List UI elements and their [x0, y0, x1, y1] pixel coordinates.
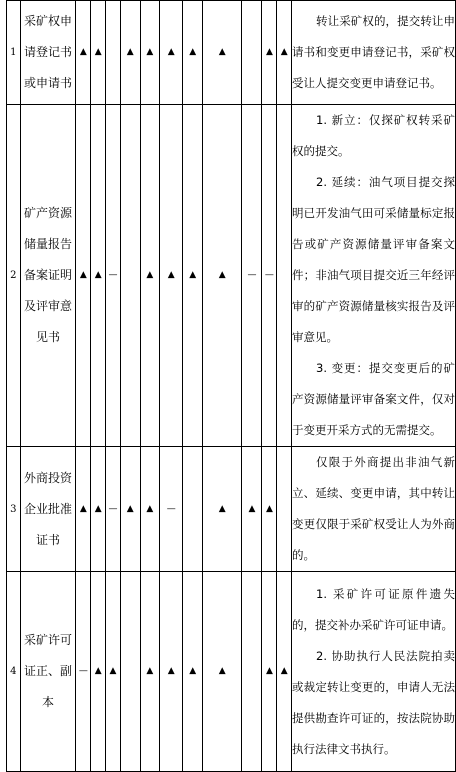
- requirement-mark: ▲: [202, 1, 242, 105]
- document-name-line: 证书: [36, 532, 61, 547]
- requirement-mark: ▲: [76, 447, 91, 572]
- note-paragraph: 仅限于外商提出非油气新立、延续、变更申请，其中转让变更仅限于采矿权受让人为外商的。: [292, 455, 455, 562]
- requirement-mark: —: [262, 105, 277, 447]
- document-name: [20, 572, 76, 772]
- table-row: [7, 105, 456, 447]
- requirement-mark: —: [76, 572, 91, 772]
- requirement-mark: —: [105, 447, 120, 572]
- empty-cell: [277, 447, 292, 572]
- row-index: 2: [7, 105, 21, 447]
- note-paragraph: 3. 变更：提交变更后的矿产资源储量评审备案文件，仅对于变更开采方式的无需提交。: [292, 361, 455, 437]
- empty-cell: [105, 1, 120, 105]
- empty-cell: [242, 572, 262, 772]
- requirement-mark: ▲: [242, 447, 262, 572]
- table-row: [7, 447, 456, 572]
- table-row: [7, 1, 456, 105]
- note-cell: [292, 1, 456, 105]
- requirement-mark: ▲: [183, 572, 203, 772]
- requirement-mark: ▲: [202, 572, 242, 772]
- document-name-line: 见书: [36, 330, 61, 344]
- requirement-mark: ▲: [120, 1, 140, 105]
- requirement-mark: —: [242, 105, 262, 447]
- requirement-mark: ▲: [262, 572, 277, 772]
- note-paragraph: 转让采矿权的，提交转让申请书和变更申请登记书，采矿权受让人提交变更申请登记书。: [292, 14, 455, 90]
- empty-cell: [120, 572, 140, 772]
- note-paragraph: 2. 协助执行人民法院拍卖或裁定转让变更的，申请人无法提供勘查许可证的，按法院协助执行法律文书执行。: [292, 648, 455, 756]
- requirement-mark: ▲: [262, 447, 277, 572]
- requirement-mark: ▲: [277, 1, 292, 105]
- document-name-line: 备案证明: [24, 268, 73, 282]
- document-name-line: 证正、副本: [24, 664, 73, 709]
- row-index: 1: [7, 1, 21, 105]
- row-index: 3: [7, 447, 21, 572]
- requirement-mark: ▲: [160, 572, 183, 772]
- note-paragraph: 2. 延续：油气项目提交探明已开发油气田可采储量标定报告或矿产资源储量评审备案文件；非油气项目提交近三年经评审的矿产资源储量核实报告及评审意见。: [292, 175, 455, 344]
- document-name-line: 请登记书: [24, 45, 73, 59]
- requirement-mark: ▲: [76, 105, 91, 447]
- requirement-mark: —: [105, 105, 120, 447]
- document-name-line: 采矿权申: [24, 14, 73, 28]
- requirement-mark: ▲: [183, 1, 203, 105]
- requirement-mark: —: [160, 447, 183, 572]
- note-cell: [292, 447, 456, 572]
- document-name: [20, 1, 76, 105]
- document-name-line: 或申请书: [24, 76, 73, 90]
- table-row: [7, 572, 456, 772]
- document-name: [20, 447, 76, 572]
- requirement-mark: ▲: [202, 447, 242, 572]
- document-name: [20, 105, 76, 447]
- empty-cell: [183, 447, 203, 572]
- requirement-mark: ▲: [105, 572, 120, 772]
- empty-cell: [277, 105, 292, 447]
- document-name-line: 企业批准: [24, 501, 73, 516]
- requirement-mark: ▲: [140, 447, 160, 572]
- row-index: 4: [7, 572, 21, 772]
- requirement-mark: ▲: [277, 572, 292, 772]
- empty-cell: [242, 1, 262, 105]
- document-name-line: 及评审意: [24, 299, 73, 313]
- note-paragraph: 1. 新立：仅探矿权转采矿权的提交。: [292, 113, 455, 158]
- requirement-mark: ▲: [140, 572, 160, 772]
- requirement-mark: ▲: [160, 105, 183, 447]
- document-name-line: 储量报告: [24, 237, 73, 251]
- requirements-table: [6, 0, 456, 772]
- document-name-line: 采矿许可: [24, 633, 73, 647]
- note-cell: [292, 105, 456, 447]
- note-paragraph: 1. 采矿许可证原件遗失的，提交补办采矿许可证申请。: [292, 586, 455, 632]
- requirement-mark: ▲: [183, 105, 203, 447]
- empty-cell: [120, 105, 140, 447]
- requirement-mark: ▲: [262, 1, 277, 105]
- requirement-mark: ▲: [76, 1, 91, 105]
- requirement-mark: ▲: [140, 1, 160, 105]
- requirement-mark: ▲: [91, 447, 106, 572]
- document-name-line: 矿产资源: [24, 206, 73, 220]
- requirement-mark: ▲: [91, 572, 106, 772]
- requirement-mark: ▲: [160, 1, 183, 105]
- requirement-mark: ▲: [202, 105, 242, 447]
- requirement-mark: ▲: [140, 105, 160, 447]
- requirement-mark: ▲: [91, 105, 106, 447]
- note-cell: [292, 572, 456, 772]
- requirement-mark: ▲: [120, 447, 140, 572]
- requirement-mark: ▲: [91, 1, 106, 105]
- document-name-line: 外商投资: [24, 470, 73, 485]
